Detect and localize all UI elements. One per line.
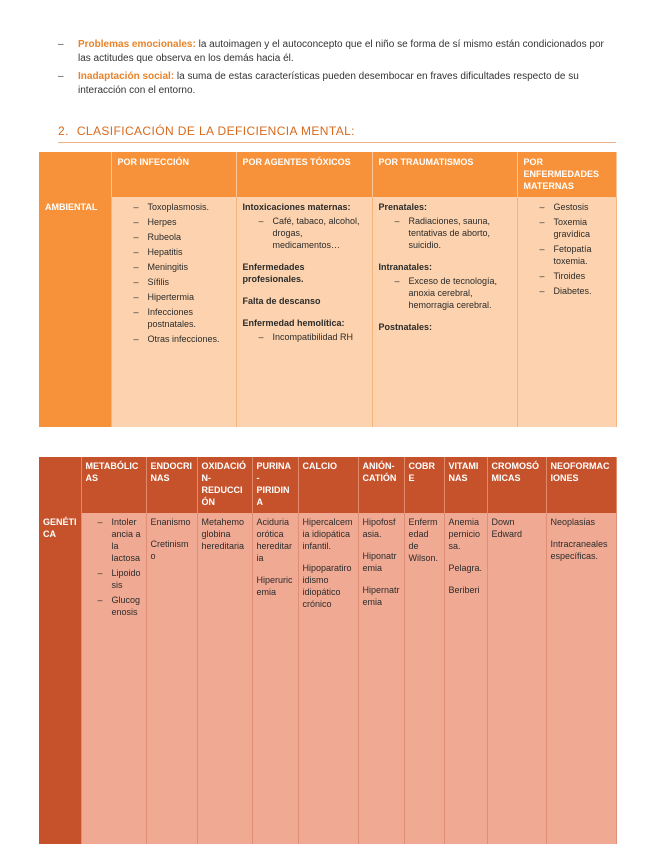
cell-purina: [252, 513, 298, 844]
list-item: – Toxoplasmosis.: [130, 201, 230, 213]
list-item: – Café, tabaco, alcohol, drogas, medicamentos…: [255, 215, 366, 251]
header-cell: CALCIO: [298, 457, 358, 513]
cell-metabolicas: [81, 513, 146, 844]
header-cell: NEOFORMACIONES: [546, 457, 616, 513]
block: [243, 201, 366, 251]
cell-text: Hiponatremia: [362, 551, 397, 573]
cell-text: Pelagra.: [448, 563, 483, 573]
cell-text: Hiperuricemia: [256, 575, 293, 597]
bullet-list: [58, 38, 618, 102]
bullet-text: la autoimagen y el autoconcepto que el niño se forma de sí mismo están condicionados por las actitudes que observa en los demás hacia él.: [78, 39, 604, 64]
header-cell: POR ENFERMEDADES MATERNAS: [517, 152, 616, 197]
cell-text: Hipernatremia: [362, 585, 400, 607]
header-cell: VITAMINAS: [444, 457, 487, 513]
block-title: Intoxicaciones maternas:: [242, 202, 351, 212]
cell-text: Hipoparatiroidismo idiopático crónico: [302, 563, 352, 609]
cell-text: Metahemoglobina hereditaria: [201, 517, 245, 551]
header-cell: COBRE: [404, 457, 444, 513]
section-number: 2.: [58, 124, 69, 138]
block-title: Prenatales:: [378, 202, 428, 212]
bullet-term: Problemas emocionales:: [78, 39, 196, 50]
list: [243, 331, 366, 343]
bullet-dash: –: [58, 39, 64, 50]
list-item: – Fetopatía toxemia.: [536, 243, 610, 267]
list-item: – Radiaciones, sauna, tentativas de aborto, suicidio.: [391, 215, 511, 251]
list-item: – Rubeola: [130, 231, 230, 243]
cell-traumatismos: [372, 197, 517, 427]
table-header-row: [39, 457, 616, 513]
block: [243, 317, 366, 343]
block: [379, 201, 511, 251]
header-cell: ENDOCRINAS: [146, 457, 197, 513]
block: [379, 321, 511, 333]
cell-infeccion: [111, 197, 236, 427]
cell-neoformaciones: [546, 513, 616, 844]
cell-calcio: [298, 513, 358, 844]
classification-table-ambiental: [39, 152, 617, 427]
bullet-text-wrap: [78, 38, 618, 66]
list-item: – Infecciones postnatales.: [130, 306, 230, 330]
section-heading: [58, 124, 616, 143]
block-title: Postnatales:: [378, 322, 433, 332]
list: [86, 516, 142, 618]
block: [379, 261, 511, 311]
list-item: – Otras infecciones.: [130, 333, 230, 345]
list-item: – Exceso de tecnología, anoxia cerebral, hemorragia cerebral.: [391, 275, 511, 311]
row-label: AMBIENTAL: [39, 197, 111, 427]
cell-text: Aciduria orótica hereditaria: [256, 517, 293, 563]
section-title: CLASIFICACIÓN DE LA DEFICIENCIA MENTAL:: [76, 124, 355, 138]
cell-text: Enanismo: [150, 517, 191, 527]
bullet-item: [58, 70, 618, 98]
cell-text: Intracraneales específicas.: [550, 539, 608, 561]
cell-anion: [358, 513, 404, 844]
list: [524, 201, 610, 297]
list: [243, 215, 366, 251]
list: [118, 201, 230, 345]
cell-text: Cretinismo: [150, 539, 189, 561]
bullet-text: la suma de estas características pueden desembocar en fraves dificultades respecto de su interacción con el entorno.: [78, 71, 579, 96]
table-row: [39, 513, 616, 844]
cell-maternas: [517, 197, 616, 427]
cell-endocrinas: [146, 513, 197, 844]
header-cell: ANIÓN-CATIÓN: [358, 457, 404, 513]
header-cell: POR TRAUMATISMOS: [372, 152, 517, 197]
bullet-item: [58, 38, 618, 66]
list-item: – Lipoidosis: [94, 567, 142, 591]
header-cell: OXIDACIÓN-REDUCCIÓN: [197, 457, 252, 513]
block-title: Intranatales:: [378, 262, 433, 272]
cell-text: Beriberi: [448, 585, 480, 595]
block: [243, 295, 366, 307]
list-item: – Sífilis: [130, 276, 230, 288]
list: [379, 215, 511, 251]
block: [243, 261, 366, 285]
list-item: – Toxemia gravídica: [536, 216, 610, 240]
bullet-dash: –: [58, 71, 64, 82]
cell-text: Anemia perniciosa.: [448, 517, 481, 551]
header-corner: [39, 152, 111, 197]
header-cell: POR INFECCIÓN: [111, 152, 236, 197]
header-corner: [39, 457, 81, 513]
header-cell: METABÓLICAS: [81, 457, 146, 513]
list-item: – Gestosis: [536, 201, 610, 213]
cell-text: Hipercalcemia idiopática infantil.: [302, 517, 353, 551]
list: [379, 275, 511, 311]
classification-table-genetica: [39, 457, 617, 844]
cell-text: Hipofosfasia.: [362, 517, 396, 539]
bullet-text-wrap: [78, 70, 618, 98]
header-cell: POR AGENTES TÓXICOS: [236, 152, 372, 197]
cell-toxicos: [236, 197, 372, 427]
list-item: – Hipertermia: [130, 291, 230, 303]
list-item: – Diabetes.: [536, 285, 610, 297]
row-label: GENÉTICA: [39, 513, 81, 844]
list-item: – Hepatitis: [130, 246, 230, 258]
cell-vitaminas: [444, 513, 487, 844]
header-cell: CROMOSÓMICAS: [487, 457, 546, 513]
list-item: – Tiroides: [536, 270, 610, 282]
table-row: [39, 197, 616, 427]
cell-cromosomicas: [487, 513, 546, 844]
bullet-term: Inadaptación social:: [78, 71, 175, 82]
block-title: Enfermedad hemolítica:: [242, 318, 345, 328]
list-item: – Herpes: [130, 216, 230, 228]
list-item: – Incompatibilidad RH: [255, 331, 366, 343]
cell-cobre: [404, 513, 444, 844]
cell-text: Enfermedad de Wilson.: [408, 517, 439, 563]
cell-text: Down Edward: [491, 517, 523, 539]
block-title: Enfermedades profesionales.: [242, 262, 305, 284]
block-title: Falta de descanso: [242, 296, 321, 306]
list-item: – Meningitis: [130, 261, 230, 273]
cell-text: Neoplasias: [550, 517, 596, 527]
table-header-row: [39, 152, 616, 197]
list-item: – Intolerancia a la lactosa: [94, 516, 142, 564]
cell-oxidacion: [197, 513, 252, 844]
header-cell: PURINA-PIRIDINA: [252, 457, 298, 513]
list-item: – Glucogenosis: [94, 594, 142, 618]
